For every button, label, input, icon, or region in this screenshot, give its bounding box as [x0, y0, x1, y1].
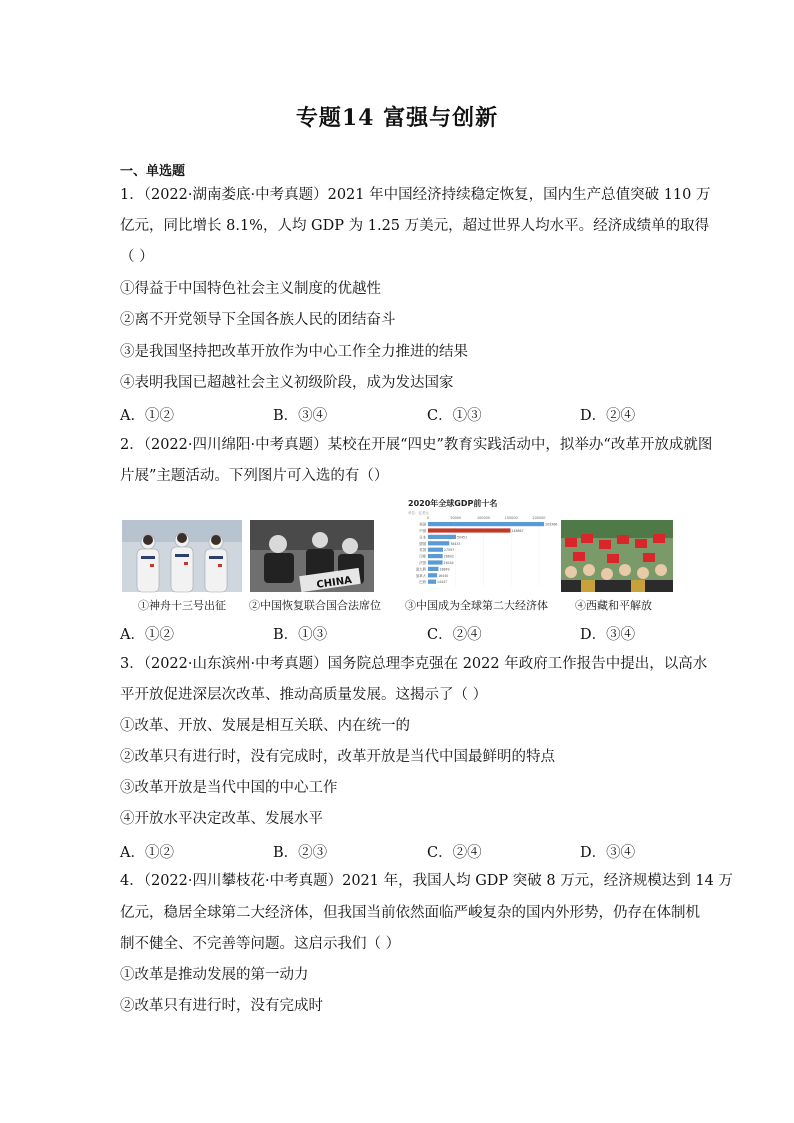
china-sign-text: CHINA — [315, 575, 353, 591]
category-label: 巴西 — [419, 580, 426, 585]
value-label: 148667 — [511, 529, 524, 533]
q3-line-2: 平开放促进深层次改革、推动高质量发展。这揭示了（ ） — [120, 687, 488, 703]
gdp-bar-chart — [404, 496, 556, 594]
bar — [428, 560, 443, 564]
value-label: 18849 — [439, 567, 450, 572]
q3-item-3: ③改革开放是当代中国的中心工作 — [120, 780, 338, 796]
q3-option-d: D．③④ — [580, 845, 636, 861]
q1-option-c: C．①③ — [427, 408, 482, 424]
chart-unit-label: 单位：亿美元 — [408, 511, 429, 515]
q1-option-a: A．①② — [120, 408, 174, 424]
q4-line-3: 制不健全、不完善等问题。这启示我们（ ） — [120, 936, 401, 952]
section-heading: 一、单选题 — [120, 164, 186, 179]
value-label: 38433 — [450, 541, 461, 546]
q1-item-3: ③是我国坚持把改革开放作为中心工作全力推进的结果 — [120, 344, 468, 360]
q3-option-c: C．②④ — [427, 845, 482, 861]
q4-item-1: ①改革是推动发展的第一动力 — [120, 967, 309, 983]
caption-3: ③中国成为全球第二大经济体 — [405, 599, 548, 612]
value-label: 27097 — [444, 548, 455, 553]
q3-item-2: ②改革只有进行时，没有完成时，改革开放是当代中国最鲜明的特点 — [120, 749, 555, 765]
caption-1: ①神舟十三号出征 — [138, 599, 226, 612]
value-label: 14447 — [437, 580, 448, 585]
q1-option-b: B．③④ — [273, 408, 328, 424]
q1-line-3: （ ） — [120, 249, 154, 265]
x-tick-label: 100000 — [476, 516, 490, 520]
category-label: 日本 — [419, 535, 426, 540]
q3-item-4: ④开放水平决定改革、发展水平 — [120, 811, 323, 827]
bar — [428, 522, 544, 526]
category-label: 加拿大 — [415, 573, 426, 578]
q1-line-1: 1．（2022·湖南娄底·中考真题）2021 年中国经济持续稳定恢复，国内生产总值突破 110 万 — [120, 187, 711, 203]
q2-line-1: 2．（2022·四川绵阳·中考真题）某校在开展“四史”教育实践活动中，拟举办“改革开放成就图 — [120, 437, 713, 453]
q1-item-1: ①得益于中国特色社会主义制度的优越性 — [120, 281, 381, 297]
astronauts-image — [122, 520, 242, 592]
tibet-celebration-image — [561, 520, 673, 592]
q3-option-a: A．①② — [120, 845, 174, 861]
category-label: 中国 — [419, 529, 426, 533]
q3-item-1: ①改革、开放、发展是相互关联、内在统一的 — [120, 718, 410, 734]
value-label: 26602 — [443, 554, 454, 559]
bar — [428, 580, 436, 584]
bar — [428, 528, 510, 532]
caption-2: ②中国恢复联合国合法席位 — [249, 599, 381, 612]
bar — [428, 548, 443, 552]
category-label: 法国 — [419, 561, 426, 565]
value-label: 26244 — [443, 561, 454, 565]
q3-line-1: 3．（2022·山东滨州·中考真题）国务院总理李克强在 2022 年政府工作报告中提出，以高水 — [120, 656, 708, 672]
q4-line-1: 4．（2022·四川攀枝花·中考真题）2021 年，我国人均 GDP 突破 8 万元，经济规模达到 14 万 — [120, 873, 733, 889]
q4-line-2: 亿元，稳居全球第二大经济体，但我国当前依然面临严峻复杂的国内外形势，仍存在体制机 — [120, 905, 700, 921]
x-tick-label: 150000 — [504, 516, 518, 520]
q1-line-2: 亿元，同比增长 8.1%，人均 GDP 为 1.25 万美元，超过世界人均水平。经济成绩单的取得 — [120, 218, 710, 234]
x-tick-label: 0 — [426, 516, 430, 520]
category-label: 意大利 — [415, 567, 426, 572]
q1-item-4: ④表明我国已超越社会主义初级阶段，成为发达国家 — [120, 375, 454, 391]
q4-item-2: ②改革只有进行时，没有完成时 — [120, 998, 323, 1014]
category-label: 德国 — [419, 541, 426, 546]
category-label: 印度 — [419, 554, 426, 559]
q2-option-c: C．②④ — [427, 627, 482, 643]
q1-option-d: D．②④ — [580, 408, 636, 424]
un-seat-image — [250, 520, 374, 592]
q1-item-2: ②离不开党领导下全国各族人民的团结奋斗 — [120, 312, 396, 328]
q2-option-a: A．①② — [120, 627, 174, 643]
x-tick-label: 50000 — [450, 516, 462, 520]
bar — [428, 573, 437, 577]
caption-4: ④西藏和平解放 — [575, 599, 652, 612]
bar — [428, 554, 443, 558]
category-label: 英国 — [419, 548, 426, 553]
q2-option-d: D．③④ — [580, 627, 636, 643]
x-tick-label: 200000 — [532, 516, 546, 520]
q2-line-2: 片展”主题活动。下列图片可入选的有（） — [120, 468, 389, 484]
value-label: 209366 — [545, 522, 558, 527]
bar — [428, 541, 449, 545]
q3-option-b: B．②③ — [273, 845, 328, 861]
chart-title: 2020年全球GDP前十名 — [408, 499, 498, 508]
bar — [428, 567, 438, 571]
category-label: 美国 — [419, 522, 426, 527]
page-title: 专题14 富强与创新 — [295, 105, 499, 131]
q2-option-b: B．①③ — [273, 627, 328, 643]
value-label: 16440 — [438, 573, 449, 578]
value-label: 50451 — [456, 535, 468, 540]
bar — [428, 535, 456, 539]
